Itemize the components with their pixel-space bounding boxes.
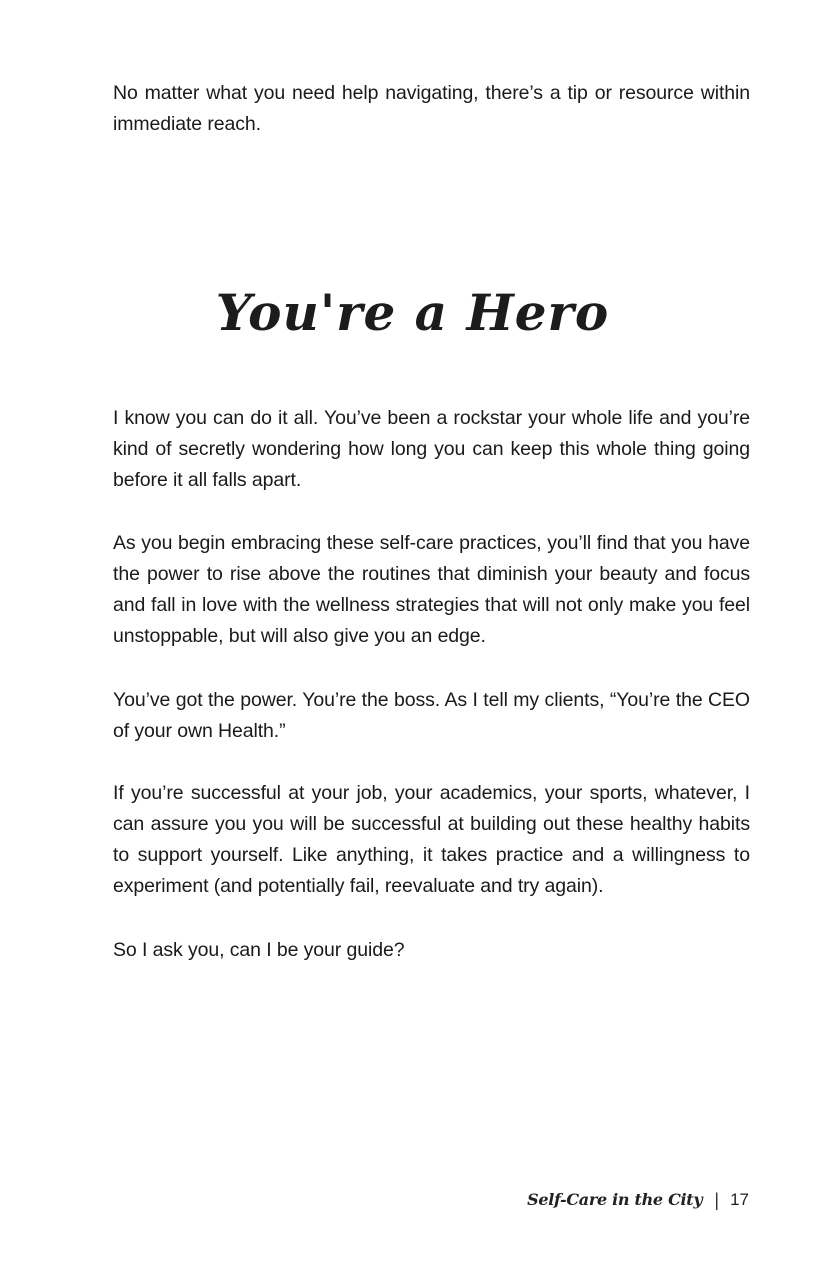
body-paragraph-1: I know you can do it all. You’ve been a rockstar your whole life and you’re kind of secretly wondering how long you can keep this whole thing going before it all falls apart. (113, 407, 750, 491)
body-paragraph-3: You’ve got the power. You’re the boss. As I tell my clients, “You’re the CEO of your own Health.” (113, 689, 750, 742)
intro-paragraph: No matter what you need help navigating, there’s a tip or resource within immediate reach. (113, 82, 750, 135)
footer-book-title: Self-Care in the City (527, 1190, 703, 1209)
page-footer (527, 1186, 749, 1214)
page-number: 17 (730, 1190, 749, 1209)
body-paragraph-2: As you begin embracing these self-care practices, you’ll find that you have the power to rise above the routines that diminish your beauty and focus and fall in love with the wellness strategies that will not only make you feel unstoppable, but will also give you an edge. (113, 532, 750, 647)
section-heading: You're a Hero (215, 283, 610, 342)
body-paragraph-5: So I ask you, can I be your guide? (113, 939, 405, 961)
body-paragraph-4: If you’re successful at your job, your academics, your sports, whatever, I can assure you you will be successful at building out these healthy habits to support yourself. Like anything, it takes practice and a willingness to experiment (and potentially fail, reevaluate and try again). (113, 782, 750, 897)
footer-separator: | (714, 1190, 720, 1210)
